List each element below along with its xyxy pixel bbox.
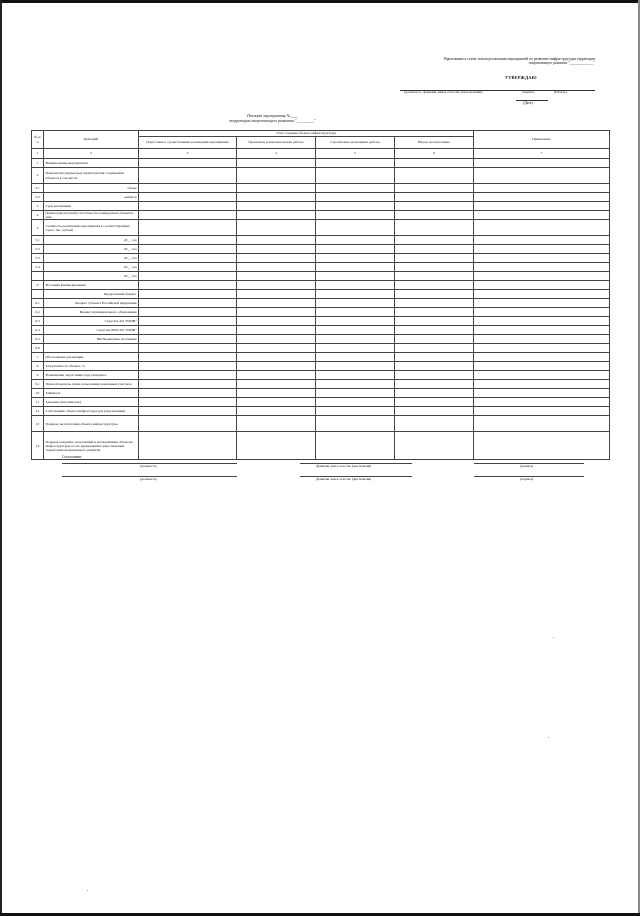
table-row bbox=[32, 281, 610, 290]
row-number: 5.2 bbox=[32, 245, 44, 254]
row-criterion: Возмещение затрат инвестору резидента bbox=[44, 371, 139, 380]
row-value-cell[interactable] bbox=[395, 407, 474, 416]
row-number bbox=[32, 290, 44, 299]
row-number: 6.1 bbox=[32, 299, 44, 308]
table-index-row bbox=[32, 149, 610, 159]
row-value-cell[interactable] bbox=[139, 407, 237, 416]
row-number: 5.4 bbox=[32, 263, 44, 272]
row-value-cell[interactable] bbox=[474, 380, 610, 389]
appendix-line-2: опережающего развития "_____________" bbox=[528, 61, 595, 66]
row-value-cell[interactable] bbox=[474, 362, 610, 371]
table-row bbox=[32, 380, 610, 389]
table-row bbox=[32, 254, 610, 263]
row-value-cell[interactable] bbox=[474, 184, 610, 193]
table-row bbox=[32, 371, 610, 380]
index-cell: 1 bbox=[32, 149, 44, 159]
row-value-cell[interactable] bbox=[474, 299, 610, 308]
row-value-cell[interactable] bbox=[316, 389, 395, 398]
row-value-cell[interactable] bbox=[395, 335, 474, 344]
row-value-cell[interactable] bbox=[316, 335, 395, 344]
row-value-cell[interactable] bbox=[237, 416, 316, 432]
row-value-cell[interactable] bbox=[395, 281, 474, 290]
table-row bbox=[32, 168, 610, 184]
row-criterion: Источник финансирования bbox=[44, 281, 139, 290]
row-number: 4 bbox=[32, 211, 44, 220]
row-number: 10 bbox=[32, 389, 44, 398]
row-value-cell[interactable] bbox=[139, 254, 237, 263]
row-number: 5 bbox=[32, 220, 44, 236]
second-position-label: (должность) bbox=[140, 477, 157, 481]
row-value-cell[interactable] bbox=[139, 290, 237, 299]
row-value-cell[interactable] bbox=[139, 389, 237, 398]
index-cell: 6 bbox=[395, 149, 474, 159]
appendix-line-1: Приложение к схеме этапов реализации мероприятий по развитию инфраструктуры территории bbox=[443, 57, 595, 61]
scan-speck bbox=[87, 890, 88, 891]
row-value-cell[interactable] bbox=[474, 407, 610, 416]
row-number: 14 bbox=[32, 432, 44, 460]
row-number: 2.2 bbox=[32, 193, 44, 202]
table-row bbox=[32, 202, 610, 211]
table-row bbox=[32, 290, 610, 299]
row-value-cell[interactable] bbox=[139, 317, 237, 326]
row-number: 1 bbox=[32, 159, 44, 168]
row-value-cell[interactable] bbox=[237, 184, 316, 193]
row-value-cell[interactable] bbox=[237, 299, 316, 308]
row-value-cell[interactable] bbox=[139, 220, 237, 236]
row-value-cell[interactable] bbox=[474, 389, 610, 398]
row-value-cell[interactable] bbox=[139, 193, 237, 202]
approve-seal-label: (Печать) bbox=[554, 90, 567, 94]
table-row bbox=[32, 220, 610, 236]
row-value-cell[interactable] bbox=[237, 236, 316, 245]
row-value-cell[interactable] bbox=[474, 335, 610, 344]
row-value-cell[interactable] bbox=[237, 290, 316, 299]
row-value-cell[interactable] bbox=[395, 202, 474, 211]
row-value-cell[interactable] bbox=[316, 263, 395, 272]
row-number: 6.2 bbox=[32, 308, 44, 317]
row-number: 6.3 bbox=[32, 317, 44, 326]
row-value-cell[interactable] bbox=[139, 299, 237, 308]
row-criterion: Бюджет субъекта Российской Федерации bbox=[44, 299, 139, 308]
row-value-cell[interactable] bbox=[237, 211, 316, 220]
row-value-cell[interactable] bbox=[474, 281, 610, 290]
row-criterion: 20__ год bbox=[44, 245, 139, 254]
row-value-cell[interactable] bbox=[316, 299, 395, 308]
row-value-cell[interactable] bbox=[474, 432, 610, 460]
row-value-cell[interactable] bbox=[474, 168, 610, 184]
row-value-cell[interactable] bbox=[395, 371, 474, 380]
table-row bbox=[32, 211, 610, 220]
approve-date-label: (Дата) bbox=[523, 101, 533, 105]
row-value-cell[interactable] bbox=[395, 193, 474, 202]
row-number: 5.1 bbox=[32, 236, 44, 245]
row-value-cell[interactable] bbox=[395, 211, 474, 220]
index-cell: 4 bbox=[237, 149, 316, 159]
row-value-cell[interactable] bbox=[395, 432, 474, 460]
row-value-cell[interactable] bbox=[139, 184, 237, 193]
row-value-cell[interactable] bbox=[237, 193, 316, 202]
table-row bbox=[32, 398, 610, 407]
row-number: 6.6 bbox=[32, 344, 44, 353]
row-value-cell[interactable] bbox=[237, 202, 316, 211]
table-body bbox=[32, 159, 610, 460]
row-value-cell[interactable] bbox=[316, 432, 395, 460]
row-value-cell[interactable] bbox=[474, 272, 610, 281]
row-value-cell[interactable] bbox=[237, 245, 316, 254]
row-value-cell[interactable] bbox=[474, 308, 610, 317]
header-number: № п/п bbox=[32, 131, 44, 149]
scan-speck bbox=[553, 637, 554, 638]
row-value-cell[interactable] bbox=[395, 290, 474, 299]
row-value-cell[interactable] bbox=[316, 211, 395, 220]
row-value-cell[interactable] bbox=[474, 254, 610, 263]
row-value-cell[interactable] bbox=[139, 263, 237, 272]
row-value-cell[interactable] bbox=[139, 272, 237, 281]
agreed-label: Согласовано: bbox=[62, 455, 83, 459]
row-value-cell[interactable] bbox=[139, 398, 237, 407]
row-criterion: диаметр bbox=[44, 193, 139, 202]
table-row bbox=[32, 236, 610, 245]
row-criterion: Заказчик (исполнитель) bbox=[44, 398, 139, 407]
approve-position-label: (должность, фамилия, имя и отчество (при наличии) bbox=[404, 90, 483, 94]
table-row bbox=[32, 193, 610, 202]
row-value-cell[interactable] bbox=[316, 159, 395, 168]
passport-title-line-1: Паспорт мероприятия №____ bbox=[247, 114, 298, 118]
table-row bbox=[32, 326, 610, 335]
row-value-cell[interactable] bbox=[395, 398, 474, 407]
row-value-cell[interactable] bbox=[139, 371, 237, 380]
approve-signature-label: подпись bbox=[522, 90, 535, 94]
row-value-cell[interactable] bbox=[237, 326, 316, 335]
row-value-cell[interactable] bbox=[316, 245, 395, 254]
row-value-cell[interactable] bbox=[474, 220, 610, 236]
row-value-cell[interactable] bbox=[316, 308, 395, 317]
row-value-cell[interactable] bbox=[139, 159, 237, 168]
row-value-cell[interactable] bbox=[237, 371, 316, 380]
row-value-cell[interactable] bbox=[237, 317, 316, 326]
row-value-cell[interactable] bbox=[139, 362, 237, 371]
row-criterion: Срок реализации bbox=[44, 202, 139, 211]
row-value-cell[interactable] bbox=[395, 389, 474, 398]
row-value-cell[interactable] bbox=[316, 254, 395, 263]
row-number: 3 bbox=[32, 202, 44, 211]
row-value-cell[interactable] bbox=[395, 416, 474, 432]
row-value-cell[interactable] bbox=[474, 236, 610, 245]
header-stage-design: Проектные и изыскательские работы bbox=[237, 137, 316, 149]
row-number: 9 bbox=[32, 371, 44, 380]
row-number: 11 bbox=[32, 398, 44, 407]
table-row bbox=[32, 407, 610, 416]
row-criterion: Правообладатель права пользования земельным участком bbox=[44, 380, 139, 389]
row-value-cell[interactable] bbox=[237, 159, 316, 168]
row-value-cell[interactable] bbox=[474, 371, 610, 380]
row-value-cell[interactable] bbox=[474, 193, 610, 202]
row-number: 2.1 bbox=[32, 184, 44, 193]
row-value-cell[interactable] bbox=[395, 380, 474, 389]
row-criterion: 20__ год bbox=[44, 263, 139, 272]
row-value-cell[interactable] bbox=[237, 308, 316, 317]
agreed-position-label: (должность) bbox=[140, 464, 157, 468]
row-criterion: 20__ год bbox=[44, 254, 139, 263]
row-value-cell[interactable] bbox=[316, 344, 395, 353]
row-criterion: Средства АО "КРДВ" bbox=[44, 317, 139, 326]
row-value-cell[interactable] bbox=[474, 398, 610, 407]
row-value-cell[interactable] bbox=[139, 168, 237, 184]
row-value-cell[interactable] bbox=[316, 272, 395, 281]
row-value-cell[interactable] bbox=[237, 380, 316, 389]
row-value-cell[interactable] bbox=[139, 326, 237, 335]
second-name-label: (фамилия, имя и отчество (при наличии) bbox=[316, 477, 372, 481]
row-value-cell[interactable] bbox=[316, 407, 395, 416]
row-value-cell[interactable] bbox=[474, 202, 610, 211]
row-criterion: 20__ год bbox=[44, 272, 139, 281]
row-criterion: Наименование мероприятия bbox=[44, 159, 139, 168]
row-value-cell[interactable] bbox=[474, 211, 610, 220]
row-value-cell[interactable] bbox=[395, 353, 474, 362]
row-value-cell[interactable] bbox=[395, 299, 474, 308]
header-stage-prep: Подготовка к осуществлению реализации мероприятия bbox=[139, 137, 237, 149]
passport-title-line-2: территории опережающего развития "_________" bbox=[229, 119, 316, 124]
row-value-cell[interactable] bbox=[237, 353, 316, 362]
row-value-cell[interactable] bbox=[474, 416, 610, 432]
index-cell: 7 bbox=[474, 149, 610, 159]
row-value-cell[interactable] bbox=[316, 362, 395, 371]
row-criterion: Заявитель bbox=[44, 389, 139, 398]
row-value-cell[interactable] bbox=[474, 263, 610, 272]
row-value-cell[interactable] bbox=[139, 202, 237, 211]
row-value-cell[interactable] bbox=[139, 353, 237, 362]
row-value-cell[interactable] bbox=[237, 281, 316, 290]
row-value-cell[interactable] bbox=[237, 272, 316, 281]
row-value-cell[interactable] bbox=[395, 362, 474, 371]
row-criterion: Внебюджетные источники bbox=[44, 335, 139, 344]
row-value-cell[interactable] bbox=[395, 159, 474, 168]
row-number: 6 bbox=[32, 281, 44, 290]
row-value-cell[interactable] bbox=[395, 272, 474, 281]
row-value-cell[interactable] bbox=[316, 281, 395, 290]
row-value-cell[interactable] bbox=[474, 344, 610, 353]
row-value-cell[interactable] bbox=[395, 220, 474, 236]
row-value-cell[interactable] bbox=[316, 326, 395, 335]
row-value-cell[interactable] bbox=[474, 353, 610, 362]
table-row bbox=[32, 335, 610, 344]
row-criterion: Показатели (параметры) характеристик создаваемых объектов в том числе: bbox=[44, 168, 139, 184]
row-value-cell[interactable] bbox=[237, 407, 316, 416]
table-row bbox=[32, 299, 610, 308]
row-value-cell[interactable] bbox=[395, 326, 474, 335]
scan-speck bbox=[548, 737, 549, 738]
passport-table bbox=[31, 130, 610, 460]
scan-edge-top bbox=[0, 0, 640, 3]
row-value-cell[interactable] bbox=[316, 202, 395, 211]
row-value-cell[interactable] bbox=[139, 245, 237, 254]
appendix-heading bbox=[395, 57, 595, 66]
row-value-cell[interactable] bbox=[237, 263, 316, 272]
row-criterion: Порядок владения, пользования и распоряжения объектом инфраструктуры после прекращения существования территории опережающего развития bbox=[44, 432, 139, 460]
scan-edge-left bbox=[0, 0, 2, 916]
row-value-cell[interactable] bbox=[237, 220, 316, 236]
row-criterion: 20__ год bbox=[44, 236, 139, 245]
row-value-cell[interactable] bbox=[474, 290, 610, 299]
table-row bbox=[32, 272, 610, 281]
row-value-cell[interactable] bbox=[139, 308, 237, 317]
row-value-cell[interactable] bbox=[139, 344, 237, 353]
row-value-cell[interactable] bbox=[395, 254, 474, 263]
row-number: 9.1 bbox=[32, 380, 44, 389]
table-row bbox=[32, 389, 610, 398]
row-value-cell[interactable] bbox=[139, 432, 237, 460]
index-cell: 5 bbox=[316, 149, 395, 159]
row-criterion: Собственник объекта инфраструктуры (при наличии) bbox=[44, 407, 139, 416]
table-row bbox=[32, 245, 610, 254]
row-criterion: Порядок эксплуатации объекта инфраструктуры bbox=[44, 416, 139, 432]
row-value-cell[interactable] bbox=[395, 263, 474, 272]
table-row bbox=[32, 184, 610, 193]
row-number: 2 bbox=[32, 168, 44, 184]
row-criterion: Оценка (пропускной) способности планируемых объектов, млн. bbox=[44, 211, 139, 220]
row-criterion bbox=[44, 344, 139, 353]
row-value-cell[interactable] bbox=[237, 362, 316, 371]
row-value-cell[interactable] bbox=[139, 380, 237, 389]
row-value-cell[interactable] bbox=[395, 317, 474, 326]
table-row bbox=[32, 362, 610, 371]
header-stage-commissioning: Ввод в эксплуатацию bbox=[395, 137, 474, 149]
row-criterion: Бюджет муниципального образования bbox=[44, 308, 139, 317]
row-value-cell[interactable] bbox=[395, 236, 474, 245]
row-criterion: Загруженность объекта, % bbox=[44, 362, 139, 371]
row-criterion: Средства ДВО АО "КРДВ" bbox=[44, 326, 139, 335]
row-value-cell[interactable] bbox=[395, 344, 474, 353]
row-value-cell[interactable] bbox=[139, 281, 237, 290]
row-number: 6.4 bbox=[32, 326, 44, 335]
row-value-cell[interactable] bbox=[474, 245, 610, 254]
index-cell: 2 bbox=[44, 149, 139, 159]
row-criterion: Стоимость реализации мероприятия в соответствующих годах, тыс. рублей bbox=[44, 220, 139, 236]
row-number: 13 bbox=[32, 416, 44, 432]
row-value-cell[interactable] bbox=[237, 254, 316, 263]
row-value-cell[interactable] bbox=[316, 353, 395, 362]
agreed-sign-label: (подпись) bbox=[520, 464, 534, 468]
row-number: 12 bbox=[32, 407, 44, 416]
table-row bbox=[32, 416, 610, 432]
index-cell: 3 bbox=[139, 149, 237, 159]
table-row bbox=[32, 344, 610, 353]
row-value-cell[interactable] bbox=[139, 416, 237, 432]
header-stage-construction: Строительно-монтажные работы bbox=[316, 137, 395, 149]
row-criterion: Федеральный бюджет bbox=[44, 290, 139, 299]
table-row bbox=[32, 432, 610, 460]
row-value-cell[interactable] bbox=[139, 335, 237, 344]
passport-title bbox=[200, 114, 345, 124]
row-value-cell[interactable] bbox=[237, 398, 316, 407]
row-number: 5.3 bbox=[32, 254, 44, 263]
row-value-cell[interactable] bbox=[316, 193, 395, 202]
approve-title: УТВЕРЖДАЮ bbox=[505, 75, 537, 80]
second-sign-label: (подпись) bbox=[520, 477, 534, 481]
row-value-cell[interactable] bbox=[316, 416, 395, 432]
row-value-cell[interactable] bbox=[395, 308, 474, 317]
header-stage-group: Этап создания объекта инфраструктуры bbox=[139, 131, 474, 137]
row-value-cell[interactable] bbox=[237, 432, 316, 460]
row-number: 6.5 bbox=[32, 335, 44, 344]
row-value-cell[interactable] bbox=[316, 398, 395, 407]
row-value-cell[interactable] bbox=[139, 211, 237, 220]
row-number: 8 bbox=[32, 362, 44, 371]
row-value-cell[interactable] bbox=[395, 245, 474, 254]
row-value-cell[interactable] bbox=[316, 380, 395, 389]
row-value-cell[interactable] bbox=[474, 326, 610, 335]
row-value-cell[interactable] bbox=[316, 290, 395, 299]
row-value-cell[interactable] bbox=[316, 220, 395, 236]
table-row bbox=[32, 308, 610, 317]
table-row bbox=[32, 263, 610, 272]
row-value-cell[interactable] bbox=[316, 168, 395, 184]
row-criterion: объем bbox=[44, 184, 139, 193]
row-value-cell[interactable] bbox=[474, 317, 610, 326]
row-value-cell[interactable] bbox=[237, 168, 316, 184]
row-criterion: Обоснование реализации bbox=[44, 353, 139, 362]
table-row bbox=[32, 159, 610, 168]
row-value-cell[interactable] bbox=[395, 168, 474, 184]
row-value-cell[interactable] bbox=[237, 389, 316, 398]
row-value-cell[interactable] bbox=[237, 344, 316, 353]
header-note: Примечание bbox=[474, 131, 610, 149]
header-criterion: Критерий bbox=[44, 131, 139, 149]
row-value-cell[interactable] bbox=[395, 184, 474, 193]
row-value-cell[interactable] bbox=[139, 236, 237, 245]
row-value-cell[interactable] bbox=[474, 159, 610, 168]
row-number: 7 bbox=[32, 353, 44, 362]
row-value-cell[interactable] bbox=[316, 236, 395, 245]
row-value-cell[interactable] bbox=[316, 317, 395, 326]
row-value-cell[interactable] bbox=[316, 371, 395, 380]
row-value-cell[interactable] bbox=[237, 335, 316, 344]
row-number bbox=[32, 272, 44, 281]
table-row bbox=[32, 353, 610, 362]
agreed-name-label: (фамилия, имя и отчество (при наличии) bbox=[316, 464, 372, 468]
row-value-cell[interactable] bbox=[316, 184, 395, 193]
table-row bbox=[32, 317, 610, 326]
